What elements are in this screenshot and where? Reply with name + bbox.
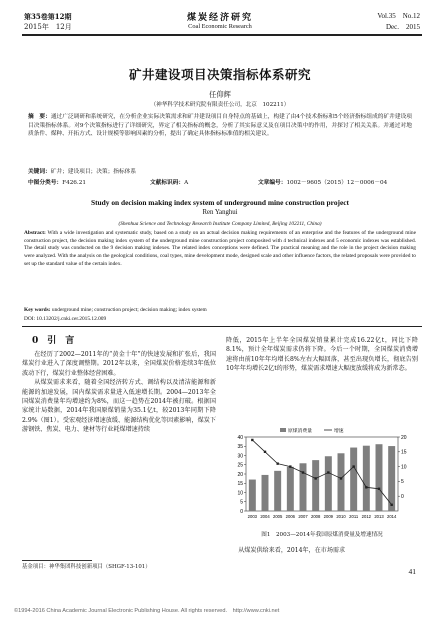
x-tick-label: 2005 [273,514,283,519]
growth-point [352,465,354,467]
growth-point [276,462,278,464]
y-left-tick-label: 25 [237,462,243,469]
growth-point [327,471,329,473]
bar [363,446,370,511]
growth-line [252,440,391,505]
growth-point [251,439,253,441]
y-left-tick-label: 40 [237,434,243,441]
x-tick-label: 2006 [285,514,295,519]
right-column [226,336,418,374]
bar [274,471,281,511]
left-column [22,350,216,435]
x-tick-label: 2011 [349,514,359,519]
abstract-en [24,230,416,269]
bar [325,456,332,511]
x-tick-label: 2012 [361,514,371,519]
abstract-en-text: With a wide investigation and systematic study, based on a study on an actual decision making requirements of an enterprise and the features of the underground mine construction project, the decision making index system of the underground mine construction project composited with 4 technical indexes and 5 economic indexes was established. The detail study was conducted on the 9 decision making indexes. The related index conceptions were defined. The practical meaning and the role in the project decision making were analyzed. With the analysis on the geological conditions, coal types, mine development mode, designed scale and other influence factors, the related proposals were provided to set up the standard value of the certain index. [24,230,416,267]
y-right-tick-label: 20 [401,434,407,441]
y-left-tick-label: 35 [237,444,243,451]
y-right-tick-label: 5 [401,479,404,486]
y-left-tick-label: 0 [240,508,243,515]
keywords-cn [28,168,136,177]
journal-cn: 煤炭经济研究 [186,13,253,23]
section-number: 0 [32,336,39,346]
clc-label: 中图分类号： [28,180,63,186]
abstract-en-label: Abstract: [24,230,46,236]
y-right-tick-label: 10 [401,464,407,471]
y-left-tick-label: 5 [240,499,243,506]
keywords-label: 关键词： [28,169,51,175]
x-tick-label: 2004 [260,514,270,519]
legend-bar-label: 原煤消费量 [288,429,312,434]
growth-point [302,471,304,473]
clc-value: F426.21 [62,180,86,186]
volume-en: Vol.35 No.12 [377,12,420,20]
author-en: Ren Yanghui [202,209,238,216]
article-no-value: 1002－9605（2015）12－0006－04 [286,180,388,186]
y-left-tick-label: 30 [237,453,243,460]
y-left-tick-label: 10 [237,490,243,497]
growth-point [264,451,266,453]
legend-bar-swatch [280,428,286,432]
x-tick-label: 2007 [298,514,308,519]
copyright: ©1994-2016 China Academic Journal Electronic Publishing House. All rights reserved. http://www.cnki.net [14,608,280,614]
y-left-tick-label: 15 [237,481,243,488]
doc-label: 文献标识码： [150,180,185,186]
paragraph: 从煤炭供给来看，2014年，在市场需求 [238,547,346,554]
doi: DOI: 10.13202/j.cnki.cer.2015.12.009 [24,316,107,322]
date-en: Dec. 2015 [385,23,420,31]
figure-caption: 图1 2003—2014年我国原煤消费量及增速情况 [261,532,383,538]
plot-frame [246,437,398,511]
bar [338,453,345,511]
keywords-en [24,307,207,315]
date-cn: 2015年 12月 [24,23,72,31]
figure-1 [226,425,418,527]
bar [262,475,269,511]
doc-value: A [184,180,189,186]
bar [300,463,307,511]
growth-point [340,477,342,479]
clc-code [28,179,86,188]
paragraph: 降低，2015年上半年全国煤炭销量累计完成16.22亿t，同比下降8.1%，预计全年煤炭需求仍将下降。今后一个时期，全国煤炭消费增速将由前10年年均增长8%左右大幅回落，甚至出现负增长，彻底告别10年年均增长2亿t的形势，煤炭需求增速大幅度放缓将成为新常态。 [226,337,418,373]
footnote-rule [22,560,92,561]
volume-cn: 第35卷第12期 [24,12,72,21]
doc-code [150,179,188,188]
footnote: 基金项目：神华集团科技创新项目（SHGF-13-101） [22,564,151,570]
x-tick-label: 2010 [336,514,346,519]
keywords-en-text: underground mine; construction project; decision making; index system [51,307,207,313]
right-column-tail [226,546,418,555]
paragraph: 从煤炭需求来看，随着全国经济转方式、调结构以及清洁能源和新能源的加速发展，国内煤炭需求量进入低速增长期。2004—2013年全国煤炭消费量年均增速约为8%，而这一趋势在2014年被打破。根据国家统计局数据，2014年我国原煤销量为35.1亿t，较2013年同期下降2.9%（图1）。受宏观经济增速放缓、能源结构优化等因素影响，煤炭下游钢铁、焦炭、电力、建材等行业耗煤增速持续 [22,379,216,434]
growth-point [314,477,316,479]
article-title-cn: 矿井建设项目决策指标体系研究 [128,67,311,82]
page-number: 41 [408,567,416,576]
bar [376,444,383,511]
section-title: 引 言 [47,336,75,346]
growth-point [365,486,367,488]
section-heading [32,333,74,346]
abstract-cn [28,113,412,139]
legend-line-label: 增速 [334,429,344,434]
author-cn: 任仰辉 [209,90,231,99]
header-rule [22,34,422,36]
keywords-cn-text: 矿井；建设项目；决策；指标体系 [50,169,137,175]
x-tick-label: 2014 [387,514,397,519]
abstract-label: 摘 要： [28,114,51,120]
article-no-label: 文章编号： [258,180,287,186]
abstract-cn-text: 通过广泛调研和系统研究，在分析企业实际决策需求和矿井建设项目自身特点的基础上，构建了由4个技术指标和5个经济指标组成的矿井建设项目决策指标体系。对9个决策指标进行了详细研究，界定了相关指标的概念，分析了其实际意义及在项目决策中的作用，并探讨了相关关系。并通过对地质条件、煤种、开拓方式、设计规模等影响因素的分析，提出了确定具体指标标准值的相关建议。 [28,114,412,138]
x-tick-label: 2013 [374,514,384,519]
journal-en: Coal Economic Research [188,23,252,30]
growth-point [390,504,392,506]
bar [350,448,357,511]
article-number [258,179,387,188]
y-right-tick-label: 15 [401,449,407,456]
article-title-en: Study on decision making index system of underground mine construction project [90,198,349,207]
x-tick-label: 2009 [323,514,333,519]
bar [312,460,319,511]
affiliation-cn: （神华科学技术研究院有限责任公司，北京 102211） [150,102,290,108]
bar [249,480,256,511]
growth-point [378,488,380,490]
bar [287,467,294,511]
y-right-tick-label: 0 [401,494,404,500]
abstract-rule [22,326,422,327]
y-left-tick-label: 20 [237,471,243,478]
growth-point [289,465,291,467]
keywords-en-label: Key words: [24,307,51,313]
paragraph: 在经历了2002—2011年的“黄金十年”的快速发展和扩张后，我国煤炭行业进入了深度调整期。2012年以来，全国煤炭价格连续3年低位波动下行，煤炭行业整体经营困难。 [22,351,216,377]
consumption-chart [226,425,418,527]
x-tick-label: 2008 [311,514,321,519]
affiliation-en: (Shenhua Science and Technology Research Institute Company Limited, Beijing 102211, China) [118,221,322,227]
x-tick-label: 2003 [247,514,257,519]
